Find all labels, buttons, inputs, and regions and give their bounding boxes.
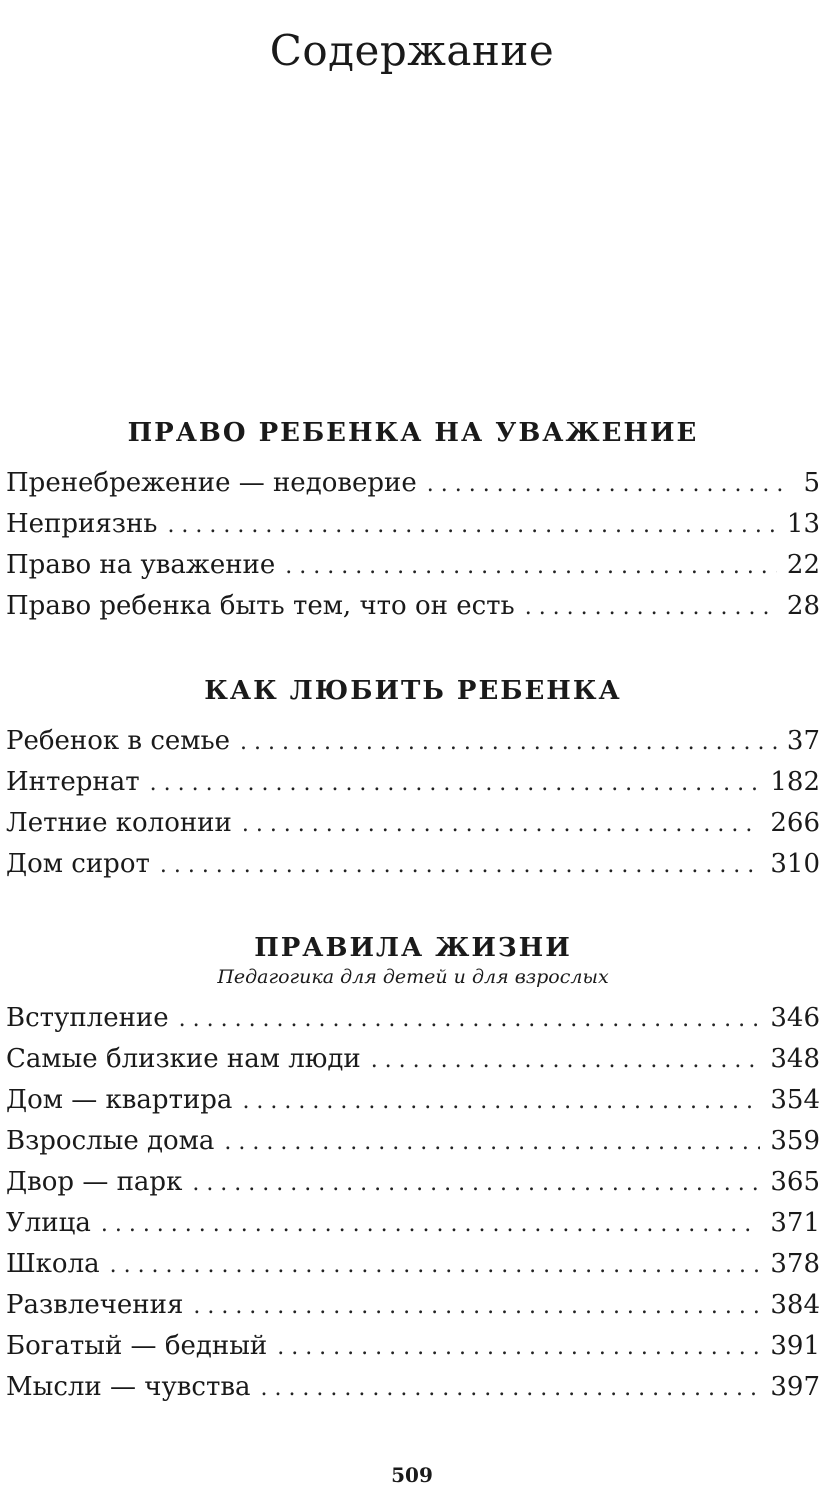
dot-leader [192,1163,760,1204]
dot-leader [224,1122,760,1163]
toc-entry[interactable] [6,504,820,545]
section-heading: ПРАВИЛА ЖИЗНИ [254,933,572,963]
dot-leader [285,546,777,587]
toc-entry[interactable] [6,1367,820,1408]
toc-entry-title: Пренебрежение — недоверие [6,468,417,498]
toc-entry-page: 5 [803,468,820,498]
dot-leader [242,804,761,845]
toc-entry-page: 378 [770,1249,820,1279]
toc-entry[interactable] [6,1162,820,1203]
toc-entry[interactable] [6,1244,820,1285]
toc-entry-title: Улица [6,1208,91,1238]
toc-entry-title: Право ребенка быть тем, что он есть [6,591,515,621]
dot-leader [371,1040,761,1081]
toc-entry-title: Интернат [6,767,140,797]
dot-leader [193,1286,760,1327]
toc-section-how-to-love-a-child [6,676,820,885]
toc-list [6,998,820,1408]
toc-entry[interactable] [6,1285,820,1326]
toc-entry-title: Ребенок в семье [6,726,231,756]
toc-entry-title: Взрослые дома [6,1126,215,1156]
dot-leader [179,999,761,1040]
toc-entry-page: 391 [770,1331,820,1361]
dot-leader [167,505,776,546]
toc-entry[interactable] [6,545,820,586]
dot-leader [110,1245,761,1286]
toc-entry-page: 266 [770,808,820,838]
dot-leader [160,845,761,886]
toc-entry-page: 182 [770,767,820,797]
toc-list [6,463,820,627]
toc-entry-page: 354 [770,1085,820,1115]
toc-entry-page: 348 [770,1044,820,1074]
toc-entry-page: 22 [786,550,820,580]
toc-entry-title: Самые близкие нам люди [6,1044,361,1074]
toc-entry-page: 346 [770,1003,820,1033]
toc-entry-page: 397 [770,1372,820,1402]
dot-leader [150,763,761,804]
toc-entry[interactable] [6,1326,820,1367]
toc-entry-title: Развлечения [6,1290,184,1320]
toc-entry-title: Право на уважение [6,550,276,580]
toc-entry-title: Школа [6,1249,100,1279]
section-subheading: Педагогика для детей и для взрослых [217,966,609,988]
toc-section-right-to-respect [6,418,820,627]
dot-leader [240,722,777,763]
toc-entry[interactable] [6,762,820,803]
toc-entry-page: 371 [770,1208,820,1238]
toc-entry[interactable] [6,721,820,762]
toc-entry-page: 365 [770,1167,820,1197]
dot-leader [260,1368,760,1409]
toc-entry-title: Летние колонии [6,808,232,838]
page-title: Содержание [269,26,555,76]
dot-leader [277,1327,760,1368]
toc-section-rules-of-life [6,933,820,1408]
toc-entry-page: 310 [770,849,820,879]
section-heading: КАК ЛЮБИТЬ РЕБЕНКА [204,676,622,706]
toc-entry[interactable] [6,1203,820,1244]
dot-leader [101,1204,761,1245]
toc-list [6,721,820,885]
toc-entry-title: Вступление [6,1003,169,1033]
dot-leader [427,464,790,505]
toc-entry-page: 28 [786,591,820,621]
section-heading: ПРАВО РЕБЕНКА НА УВАЖЕНИЕ [127,418,699,448]
toc-entry-page: 37 [786,726,820,756]
toc-entry[interactable] [6,1121,820,1162]
toc-entry[interactable] [6,1039,820,1080]
toc-entry[interactable] [6,586,820,627]
toc-entry-title: Двор — парк [6,1167,183,1197]
page-number: 509 [391,1463,433,1487]
toc-entry[interactable] [6,844,820,885]
dot-leader [242,1081,760,1122]
toc-entry-title: Неприязнь [6,509,158,539]
toc-entry-title: Дом сирот [6,849,150,879]
toc-entry-page: 13 [786,509,820,539]
toc-entry[interactable] [6,463,820,504]
toc-entry[interactable] [6,1080,820,1121]
toc-entry[interactable] [6,803,820,844]
toc-entry-page: 359 [770,1126,820,1156]
toc-entry[interactable] [6,998,820,1039]
toc-entry-title: Богатый — бедный [6,1331,268,1361]
toc-entry-title: Дом — квартира [6,1085,233,1115]
dot-leader [525,587,777,628]
toc-entry-page: 384 [770,1290,820,1320]
toc-entry-title: Мысли — чувства [6,1372,251,1402]
